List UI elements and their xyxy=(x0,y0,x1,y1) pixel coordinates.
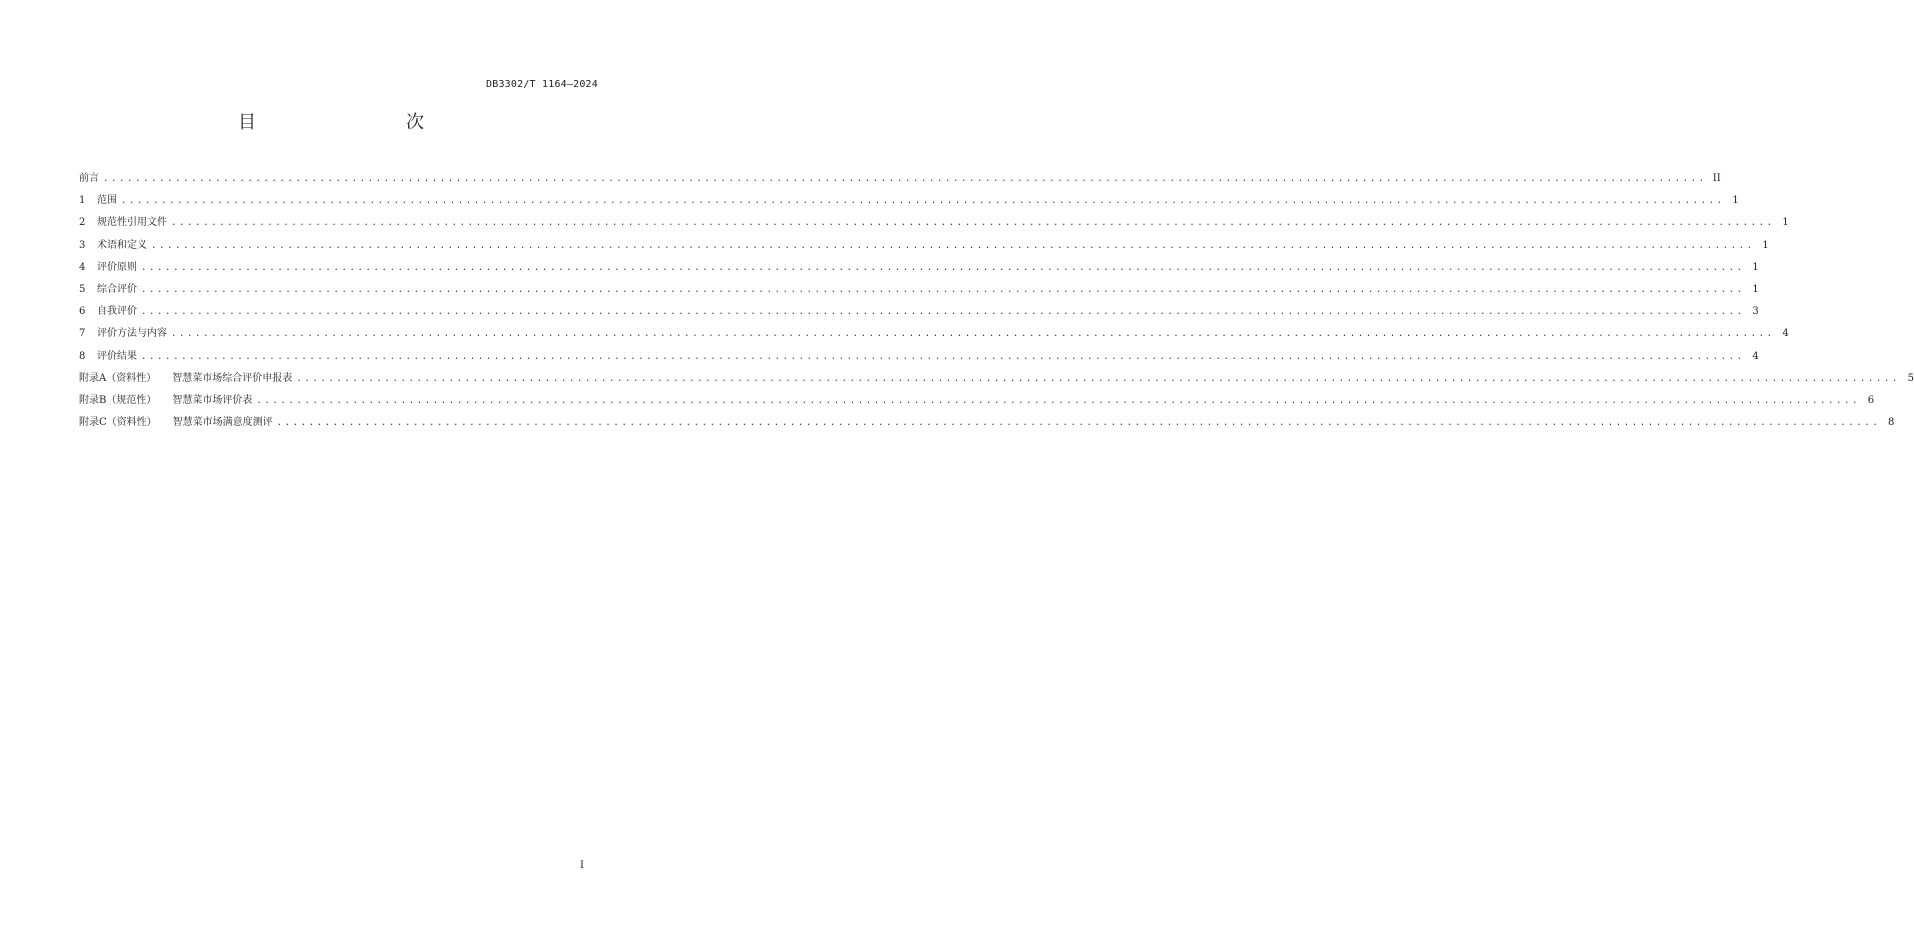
toc-entry-page: 5 xyxy=(1907,372,1914,384)
toc-leader-dots: ........................................................................................................................................................................................................ xyxy=(256,395,1861,406)
toc-entry-evaluation-methods[interactable] xyxy=(79,325,1789,347)
toc-entry-appendix-a[interactable] xyxy=(79,370,1914,392)
toc-entry-label: 自我评价 xyxy=(97,306,137,318)
toc-entry-label: 术语和定义 xyxy=(97,239,147,251)
toc-entry-label: 规范性引用文件 xyxy=(97,217,167,229)
page-title: 目 次 xyxy=(238,112,462,133)
appendix-prefix: 附录B（规范性） xyxy=(79,394,157,406)
toc-entry-label: 评价方法与内容 xyxy=(97,328,167,340)
toc-entry-normative-references[interactable] xyxy=(79,214,1789,236)
toc-entry-self-evaluation[interactable] xyxy=(79,303,1759,325)
table-of-contents xyxy=(79,170,1914,436)
toc-entry-number: 8 xyxy=(79,350,86,362)
toc-entry-number: 7 xyxy=(79,328,86,340)
toc-entry-label: 评价结果 xyxy=(97,350,137,362)
toc-leader-dots: ........................................................................................................................................................................................................ xyxy=(121,196,1725,207)
appendix-title: 智慧菜市场评价表 xyxy=(172,394,253,406)
toc-entry-page: 4 xyxy=(1782,328,1789,340)
toc-entry-number: 2 xyxy=(79,217,86,229)
document-code: DB3302/T 1164—2024 xyxy=(486,79,598,90)
toc-entry-page: 8 xyxy=(1887,417,1895,429)
toc-leader-dots: ........................................................................................................................................................................................................ xyxy=(171,218,1775,229)
toc-leader-dots: ........................................................................................................................................................................................................ xyxy=(141,307,1745,318)
toc-entry-page: 1 xyxy=(1762,239,1769,251)
toc-entry-page: 1 xyxy=(1752,261,1759,273)
toc-entry-label: 评价原则 xyxy=(97,261,137,273)
toc-entry-number: 1 xyxy=(79,195,86,207)
toc-entry-scope[interactable] xyxy=(79,192,1739,214)
toc-entry-label: 范围 xyxy=(97,195,117,207)
appendix-prefix: 附录C（资料性） xyxy=(79,417,157,429)
toc-entry-comprehensive-evaluation[interactable] xyxy=(79,281,1759,303)
toc-leader-dots: ........................................................................................................................................................................................................ xyxy=(151,240,1755,251)
toc-entry-page: 1 xyxy=(1732,195,1739,207)
toc-entry-page: 3 xyxy=(1752,306,1759,318)
toc-entry-page: 6 xyxy=(1867,394,1875,406)
toc-entry-foreword[interactable] xyxy=(79,170,1721,192)
appendix-title: 智慧菜市场综合评价申报表 xyxy=(172,372,293,384)
toc-entry-appendix-c[interactable] xyxy=(79,414,1895,436)
appendix-title: 智慧菜市场满意度测评 xyxy=(172,417,273,429)
toc-entry-label: 综合评价 xyxy=(97,283,137,295)
toc-entry-evaluation-principles[interactable] xyxy=(79,259,1759,281)
toc-leader-dots: ........................................................................................................................................................................................................ xyxy=(141,262,1745,273)
toc-entry-number: 5 xyxy=(79,283,86,295)
toc-leader-dots: ........................................................................................................................................................................................................ xyxy=(103,174,1707,184)
toc-entry-terms-definitions[interactable] xyxy=(79,237,1769,259)
toc-entry-number: 4 xyxy=(79,261,86,273)
toc-entry-label: 前言 xyxy=(79,173,99,184)
toc-leader-dots: ........................................................................................................................................................................................................ xyxy=(171,329,1775,340)
toc-entry-page: 4 xyxy=(1752,350,1759,362)
toc-entry-number: 6 xyxy=(79,306,86,318)
toc-leader-dots: ........................................................................................................................................................................................................ xyxy=(141,284,1745,295)
toc-entry-page: II xyxy=(1712,173,1721,184)
toc-entry-number: 3 xyxy=(79,239,86,251)
toc-entry-evaluation-results[interactable] xyxy=(79,348,1759,370)
appendix-prefix: 附录A（资料性） xyxy=(79,372,157,384)
toc-leader-dots: ........................................................................................................................................................................................................ xyxy=(141,351,1745,362)
toc-entry-page: 1 xyxy=(1752,283,1759,295)
toc-entry-page: 1 xyxy=(1782,217,1789,229)
toc-leader-dots: ........................................................................................................................................................................................................ xyxy=(296,373,1900,384)
toc-leader-dots: ........................................................................................................................................................................................................ xyxy=(276,418,1881,429)
page-number: I xyxy=(580,860,584,871)
toc-entry-appendix-b[interactable] xyxy=(79,392,1875,414)
